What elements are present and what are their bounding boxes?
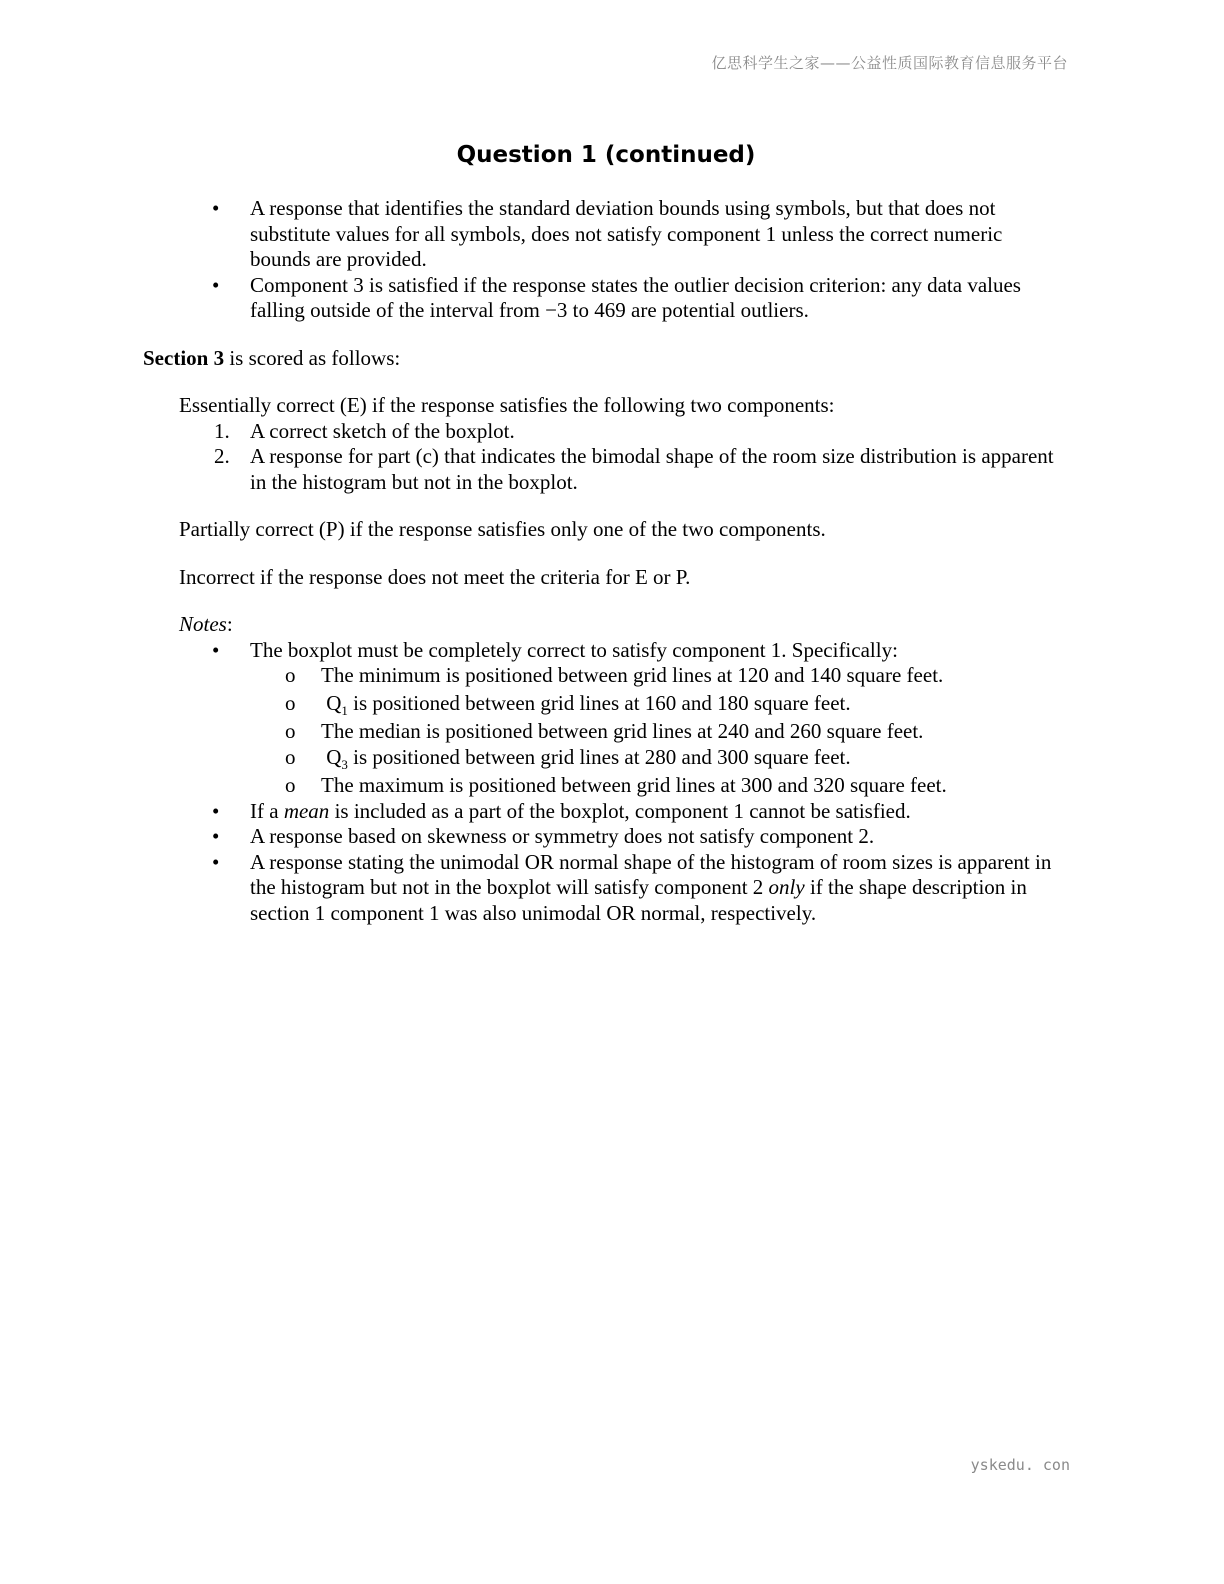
- list-item: o The median is positioned between grid lines at 240 and 260 square feet.: [285, 719, 924, 743]
- list-item: • The boxplot must be completely correct to satisfy component 1. Specifically:: [212, 637, 898, 662]
- list-item: • A response that identifies the standard deviation bounds using symbols, but that does not substitute values for all symbols, does not satisfy component 1 unless the correct numeric bounds are provided.: [212, 196, 1003, 271]
- partially-correct-text: Partially correct (P) if the response satisfies only one of the two components.: [179, 517, 826, 541]
- circle-bullet-icon: o: [285, 719, 296, 743]
- list-item: o The minimum is positioned between grid lines at 120 and 140 square feet.: [285, 663, 944, 687]
- watermark-footer: yskedu. con: [970, 1456, 1070, 1474]
- section-heading: Section 3 is scored as follows:: [143, 345, 401, 370]
- list-item: 2. A response for part (c) that indicates the bimodal shape of the room size distribution is apparent in the histogram but not in the boxplot.: [214, 444, 1054, 494]
- bullet-icon: •: [212, 824, 220, 848]
- list-item: • A response stating the unimodal OR normal shape of the histogram of room sizes is apparent in the histogram but not in the boxplot will satisfy component 2 only if the shape description in section 1 component 1 was also unimodal OR normal, respectively.: [212, 849, 1052, 925]
- essentially-correct-text: Essentially correct (E) if the response satisfies the following two components:: [179, 393, 835, 417]
- section-label: Section 3: [143, 345, 225, 370]
- list-item: • If a mean is included as a part of the boxplot, component 1 cannot be satisfied.: [212, 798, 911, 823]
- main-content: [0, 196, 1224, 926]
- boxplot-criteria-list: [0, 663, 1224, 799]
- list-item: o The maximum is positioned between grid lines at 300 and 320 square feet.: [285, 773, 947, 797]
- list-item: o $Q_1$ is positioned between grid lines at 160 and 180 square feet.: [285, 690, 851, 718]
- notes-list: [0, 638, 1224, 664]
- component-list: [0, 419, 1224, 496]
- bullet-icon: •: [212, 272, 220, 297]
- watermark-header: 亿思科学生之家——公益性质国际教育信息服务平台: [711, 54, 1068, 72]
- list-item: o $Q_3$ is positioned between grid lines at 280 and 300 square feet.: [285, 744, 851, 772]
- list-item: • A response based on skewness or symmetry does not satisfy component 2.: [212, 824, 875, 848]
- circle-bullet-icon: o: [285, 773, 296, 797]
- bullet-icon: •: [212, 798, 220, 823]
- circle-bullet-icon: o: [285, 690, 296, 715]
- bullet-icon: •: [212, 637, 220, 662]
- notes-heading: Notes:: [179, 612, 233, 636]
- circle-bullet-icon: o: [285, 663, 296, 687]
- circle-bullet-icon: o: [285, 744, 296, 769]
- page-title: Question 1 (continued): [456, 142, 756, 168]
- list-item: 1. A correct sketch of the boxplot.: [214, 418, 515, 443]
- notes-list-continued: [0, 799, 1224, 927]
- bullet-icon: •: [212, 196, 220, 220]
- top-bullet-list: [0, 196, 1224, 324]
- incorrect-text: Incorrect if the response does not meet the criteria for E or P.: [179, 564, 691, 589]
- list-item: • Component 3 is satisfied if the response states the outlier decision criterion: any data values falling outside of the interval from −3 to 469 are potential outliers.: [212, 272, 1021, 322]
- bullet-icon: •: [212, 849, 220, 874]
